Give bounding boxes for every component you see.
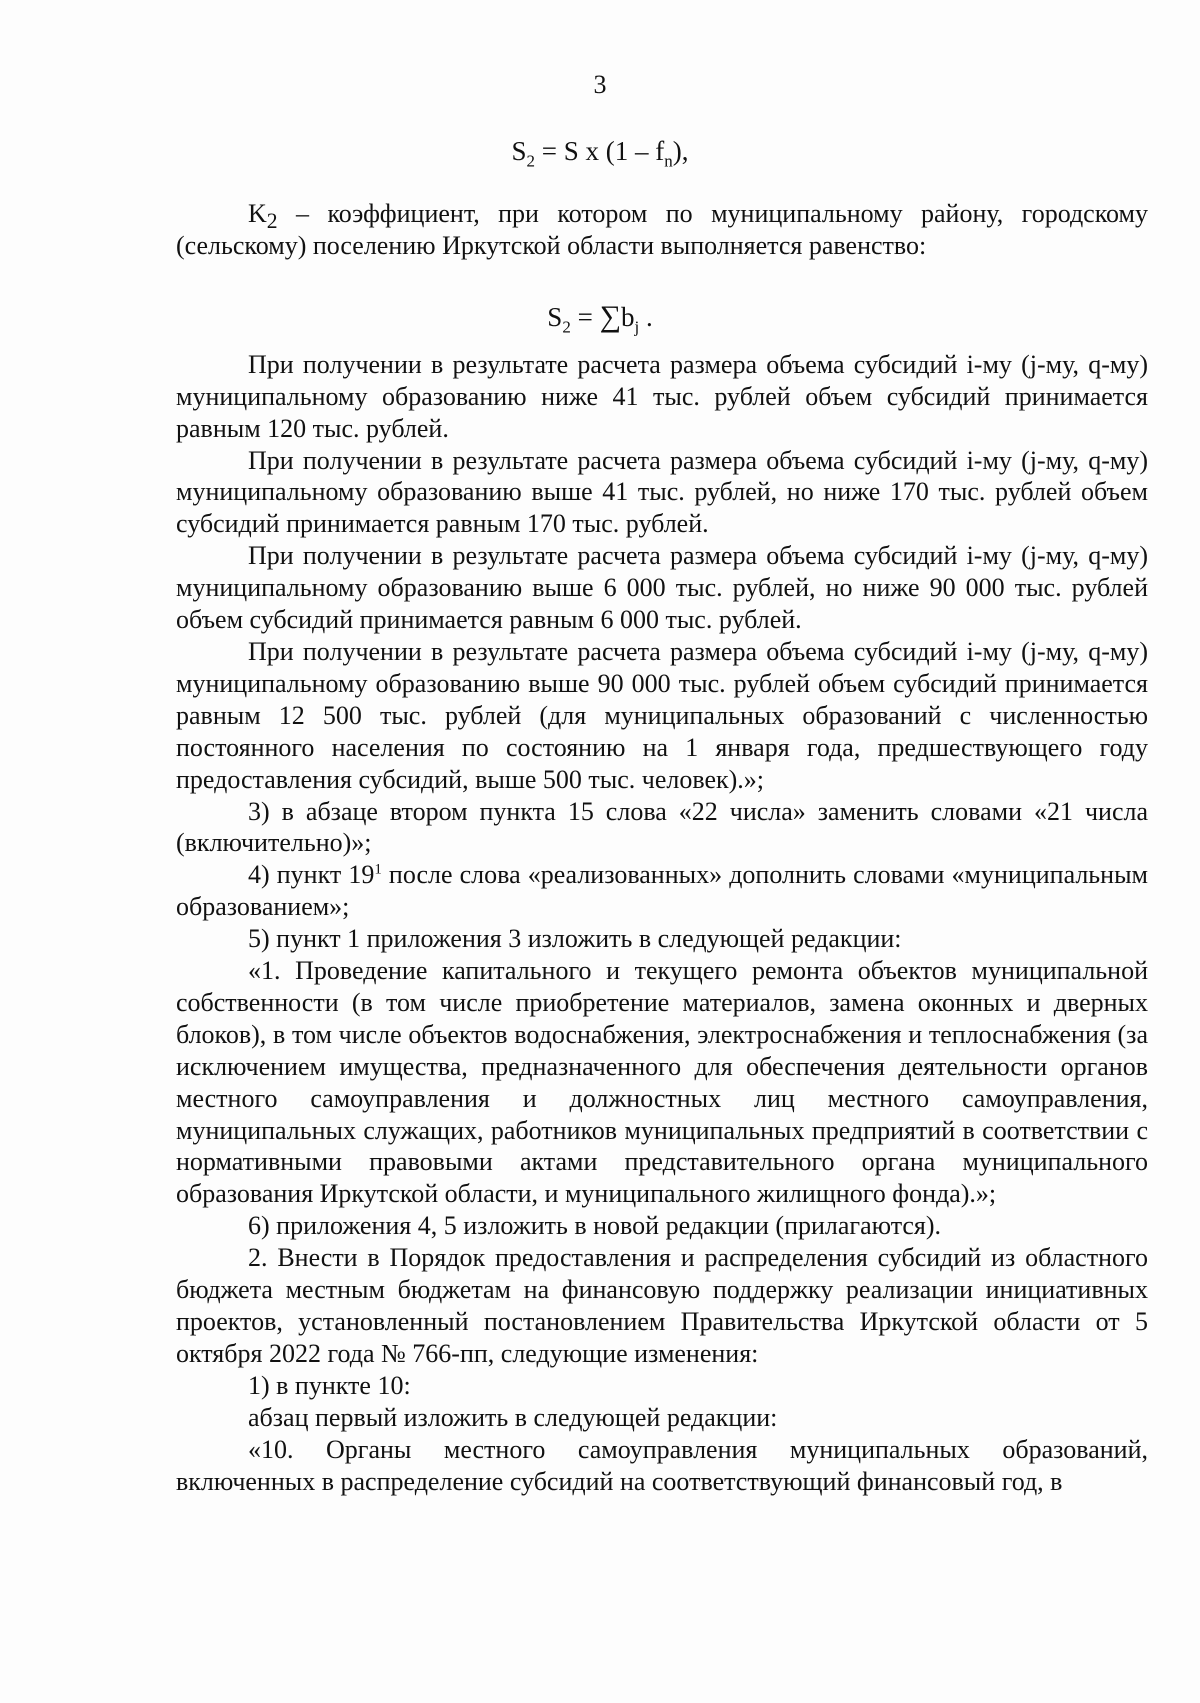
formula1-rhs-post: ), xyxy=(672,136,689,166)
page-number: 3 xyxy=(593,70,607,99)
formula1-lhs-sub: 2 xyxy=(526,151,536,171)
formula-spacer xyxy=(176,262,1148,349)
formula2-term: b xyxy=(620,302,635,332)
formula-s2-equals-s xyxy=(0,136,1200,171)
paragraph: При получении в результате расчета размера объема субсидий i-му (j-му, q-му) муниципальному образованию выше 6 000 тыс. рублей, но ниже 90 000 тыс. рублей объем субсидий принимается равным 6 000 тыс. рублей. xyxy=(176,541,1148,635)
item4-sup: 1 xyxy=(374,861,382,878)
paragraph: 2. Внести в Порядок предоставления и распределения субсидий из областного бюджета местным бюджетам на финансовую поддержку реализации инициативных проектов, установленный постановлением Правительства Иркутской области от 5 октября 2022 года № 766-пп, следующие изменения: xyxy=(176,1243,1148,1368)
paragraph: 6) приложения 4, 5 изложить в новой редакции (прилагаются). xyxy=(248,1211,942,1241)
item4-pre: 4) пункт 19 xyxy=(248,860,375,890)
formula1-lhs: S xyxy=(511,136,527,166)
formula1-rhs-pre: = S x (1 – f xyxy=(541,136,665,166)
item4-post: после слова «реализованных» дополнить словами «муниципальным образованием»; xyxy=(176,860,1149,922)
paragraph: 3) в абзаце втором пункта 15 слова «22 числа» заменить словами «21 числа (включительно)»; xyxy=(176,796,1148,858)
paragraph: 5) пункт 1 приложения 3 изложить в следующей редакции: xyxy=(248,924,902,954)
paragraph: При получении в результате расчета размера объема субсидий i-му (j-му, q-му) муниципальному образованию выше 41 тыс. рублей, но ниже 170 тыс. рублей объем субсидий принимается равным 170 тыс. рублей. xyxy=(176,445,1148,539)
formula2-lhs: S xyxy=(547,302,563,332)
paragraph-k2 xyxy=(176,198,1148,262)
formula2-end: . xyxy=(639,302,653,332)
k2-text: – коэффициент, при котором по муниципальному району, городскому (сельскому) поселению Иркутской области выполняется равенство: xyxy=(176,199,1148,260)
paragraph: «10. Органы местного самоуправления муниципальных образований, включенных в распределение субсидий на соответствующий финансовый год, в xyxy=(176,1434,1148,1496)
k2-lead-sub: 2 xyxy=(266,209,278,234)
paragraph: «1. Проведение капитального и текущего ремонта объектов муниципальной собственности (в том числе приобретение материалов, замена оконных и дверных блоков), в том числе объектов водоснабжения, электроснабжения и теплоснабжения (за исключением имущества, предназначенного для обеспечения деятельности органов местного самоуправления и должностных лиц местного самоуправления, муниципальных служащих, работников муниципальных предприятий в соответствии с нормативными правовыми актами представительного органа муниципального образования Иркутской области, и муниципального жилищного фонда).»; xyxy=(176,956,1148,1209)
paragraph: При получении в результате расчета размера объема субсидий i-му (j-му, q-му) муниципальному образованию ниже 41 тыс. рублей объем субсидий принимается равным 120 тыс. рублей. xyxy=(176,349,1148,443)
formula2-equals: = xyxy=(570,302,600,332)
paragraph: При получении в результате расчета размера объема субсидий i-му (j-му, q-му) муниципальному образованию выше 90 000 тыс. рублей объем субсидий принимается равным 12 500 тыс. рублей (для муниципальных образований с численностью постоянного населения по состоянию на 1 января года, предшествующего году предоставления субсидий, выше 500 тыс. человек).»; xyxy=(176,636,1148,794)
paragraph: абзац первый изложить в следующей редакции: xyxy=(248,1402,778,1432)
formula2-term-sub: j xyxy=(634,317,640,337)
paragraph-item4 xyxy=(176,859,1148,923)
formula1-rhs-sub: n xyxy=(664,151,673,171)
k2-lead: K xyxy=(248,199,267,228)
paragraph: 1) в пункте 10: xyxy=(248,1370,411,1400)
formula2-lhs-sub: 2 xyxy=(562,317,571,337)
document-body xyxy=(176,198,1148,1497)
sum-symbol: ∑ xyxy=(599,300,621,333)
